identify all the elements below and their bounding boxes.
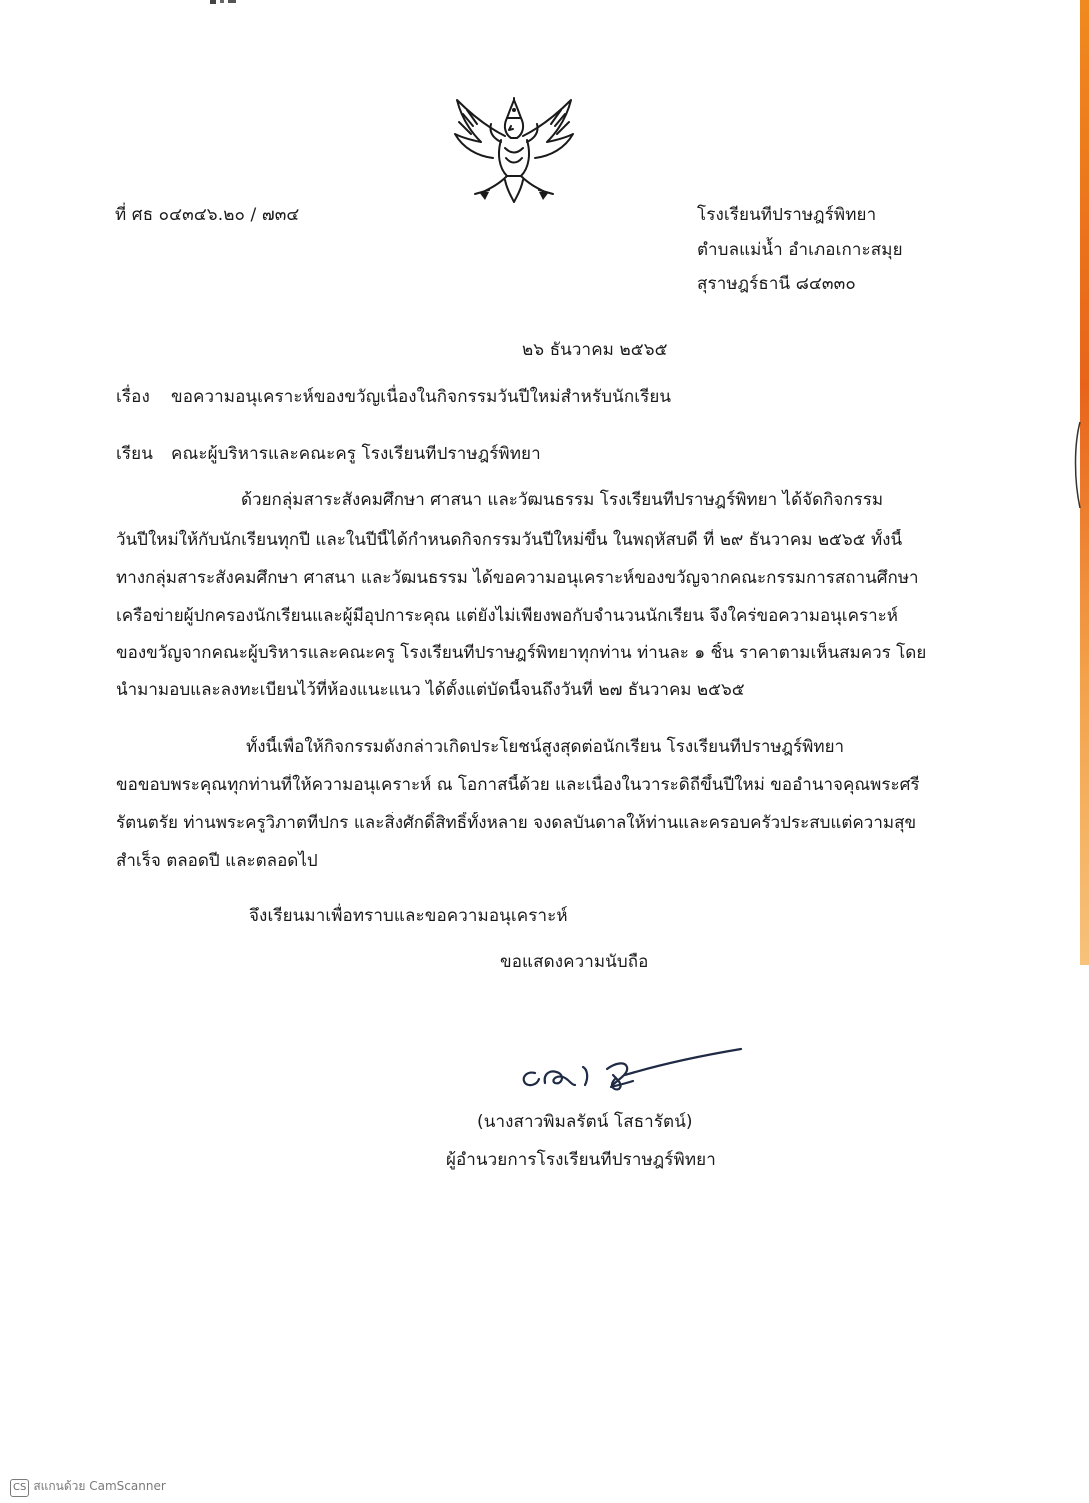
camscanner-footer (10, 1478, 166, 1497)
camscanner-text: สแกนด้วย CamScanner (33, 1479, 166, 1493)
subject-text: ขอความอนุเคราะห์ของขวัญเนื่องในกิจกรรมวันปีใหม่สำหรับนักเรียน (171, 387, 672, 407)
body-line: ขอขอบพระคุณทุกท่านที่ให้ความอนุเคราะห์ ณ โอกาสนี้ด้วย และเนื่องในวาระดิถีขึ้นปีใหม่ ขออำนาจคุณพระศรี (116, 775, 920, 795)
letter-date: ๒๖ ธันวาคม ๒๕๖๕ (522, 340, 668, 360)
camscanner-logo: CS (10, 1479, 29, 1497)
body-line: ทั้งนี้เพื่อให้กิจกรรมดังกล่าวเกิดประโยชน์สูงสุดต่อนักเรียน โรงเรียนทีปราษฎร์พิทยา (246, 737, 845, 757)
scan-edge-orange (1080, 0, 1089, 965)
garuda-emblem (449, 96, 579, 206)
closing-line: จึงเรียนมาเพื่อทราบและขอความอนุเคราะห์ (249, 906, 568, 926)
body-line: ทางกลุ่มสาระสังคมศึกษา ศาสนา และวัฒนธรรม ได้ขอความอนุเคราะห์ของขวัญจากคณะกรรมการสถานศึกษา (116, 568, 919, 588)
signer-title: ผู้อำนวยการโรงเรียนทีปราษฎร์พิทยา (446, 1150, 716, 1170)
recipient-text: คณะผู้บริหารและคณะครู โรงเรียนทีปราษฎร์พิทยา (171, 444, 541, 464)
body-line: ด้วยกลุ่มสาระสังคมศึกษา ศาสนา และวัฒนธรรม โรงเรียนทีปราษฎร์พิทยา ได้จัดกิจกรรม (241, 490, 884, 510)
body-line: วันปีใหม่ให้กับนักเรียนทุกปี และในปีนี้ได้กำหนดกิจกรรมวันปีใหม่ขึ้น ในพฤหัสบดี ที่ ๒๙ ธันวาคม ๒๕๖๕ ทั้งนี้ (116, 530, 903, 550)
address-subdistrict: ตำบลแม่น้ำ อำเภอเกาะสมุย (697, 240, 903, 260)
body-line: นำมามอบและลงทะเบียนไว้ที่ห้องแนะแนว ได้ตั้งแต่บัดนี้จนถึงวันที่ ๒๗ ธันวาคม ๒๕๖๕ (116, 680, 745, 700)
reference-number: ที่ ศธ ๐๔๓๔๖.๒๐ / ๗๓๔ (115, 205, 300, 225)
regards: ขอแสดงความนับถือ (500, 952, 649, 972)
body-line: เครือข่ายผู้ปกครองนักเรียนและผู้มีอุปการะคุณ แต่ยังไม่เพียงพอกับจำนวนนักเรียน จึงใคร่ขอความอนุเคราะห์ (116, 606, 898, 626)
body-line: ของขวัญจากคณะผู้บริหารและคณะครู โรงเรียนทีปราษฎร์พิทยาทุกท่าน ท่านละ ๑ ชิ้น ราคาตามเห็นสมควร โดย (116, 643, 927, 663)
subject-label: เรื่อง (116, 387, 150, 407)
body-line: รัตนตรัย ท่านพระครูวิภาตทีปกร และสิ่งศักดิ์สิทธิ์ทั้งหลาย จงดลบันดาลให้ท่านและครอบครัวประสบแต่ความสุข (116, 813, 917, 833)
body-line: สำเร็จ ตลอดปี และตลอดไป (116, 851, 318, 871)
signer-name: (นางสาวพิมลรัตน์ โสธารัตน์) (477, 1112, 693, 1132)
handwritten-signature (515, 1045, 750, 1095)
scan-edge-curve (1073, 420, 1081, 510)
address-province: สุราษฎร์ธานี ๘๔๓๓๐ (697, 274, 856, 294)
scan-artifact (210, 0, 250, 6)
recipient-label: เรียน (116, 444, 153, 464)
school-name: โรงเรียนทีปราษฎร์พิทยา (697, 205, 877, 225)
